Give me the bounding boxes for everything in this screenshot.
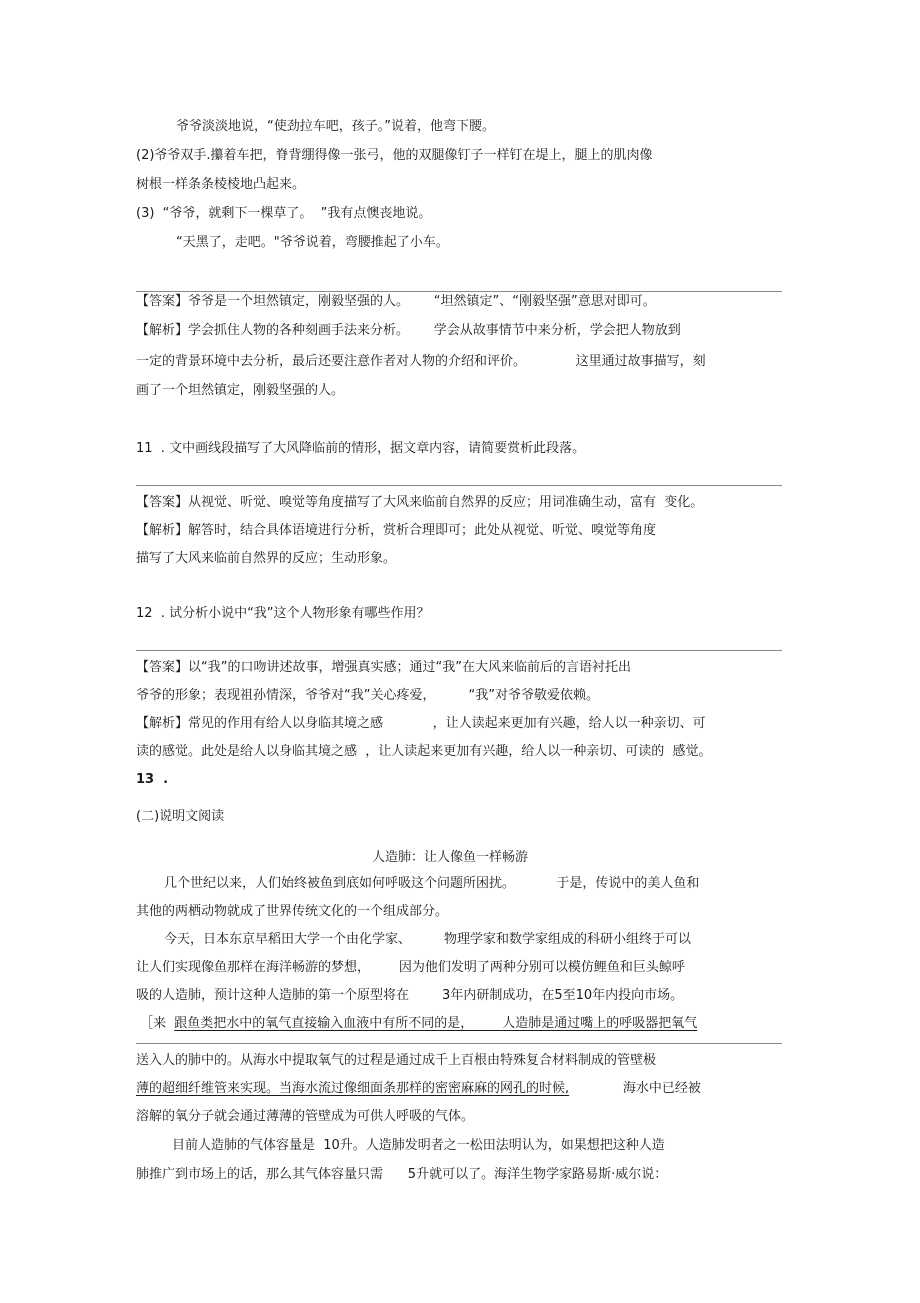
story-line-5: “天黑了，走吧。"爷爷说着，弯腰推起了小车。 — [176, 235, 449, 250]
article-para-3c — [136, 1080, 701, 1098]
q10-analysis-3: 画了一个坦然镇定，刚毅坚强的人。 — [136, 383, 345, 398]
q12-analysis-1: 【解析】常见的作用有给人以身临其境之感 ，让人读起来更加有兴趣，给人以一种亲切、可 — [136, 716, 706, 731]
article-para-1a: 几个世纪以来，人们始终被鱼到底如何呼吸这个问题所困扰。 于是，传说中的美人鱼和 — [164, 876, 700, 891]
article-para-3d: 溶解的氧分子就会通过薄薄的管壁成为可供人呼吸的气体。 — [136, 1109, 475, 1124]
story-line-3: 树根一样条条棱棱地凸起来。 — [136, 177, 306, 192]
answer-divider-q11 — [136, 485, 782, 486]
q12-answer-2: 爷爷的形象；表现祖孙情深，爷爷对“我”关心疼爱， “我”对爷爷敬爱依赖。 — [136, 688, 599, 703]
article-para-2c: 吸的人造肺，预计这种人造肺的第一个原型将在 3年内研制成功，在5至10年内投向市场。 — [136, 988, 684, 1003]
article-para-3b: 送入人的肺中的。从海水中提取氧气的过程是通过成千上百根由特殊复合材料制成的管壁极 — [136, 1053, 657, 1068]
answer-divider-q12 — [136, 650, 782, 651]
q10-analysis-2: 一定的背景环境中去分析，最后还要注意作者对人物的介绍和评价。 这里通过故事描写，刻 — [136, 354, 706, 369]
answer-divider-section — [136, 1043, 782, 1044]
q11-question: 11 . 文中画线段描写了大风降临前的情形，据文章内容，请简要赏析此段落。 — [136, 441, 586, 456]
story-line-1: 爷爷淡淡地说，“使劲拉车吧，孩子。”说着，他弯下腰。 — [176, 119, 495, 134]
q11-analysis-1: 【解析】解答时，结合具体语境进行分析，赏析合理即可；此处从视觉、听觉、嗅觉等角度 — [136, 523, 657, 538]
article-para-1b: 其他的两栖动物就成了世界传统文化的一个组成部分。 — [136, 904, 449, 919]
para-3c-rest: 海水中已经被 — [569, 1081, 701, 1096]
q10-analysis-1: 【解析】学会抓住人物的各种刻画手法来分析。 学会从故事情节中来分析，学会把人物放到 — [136, 323, 681, 338]
q12-analysis-2: 读的感觉。此处是给人以身临其境之感 ，让人读起来更加有兴趣，给人以一种亲切、可读的 感觉。 — [136, 744, 712, 759]
underlined-passage-start: 跟鱼类把水中的氧气直接输入血液中有所不同的是， 人造肺是通过嘴上的呼吸器把氧气 — [174, 1016, 698, 1031]
article-title: 人造肺：让人像鱼一样畅游 — [372, 850, 529, 865]
q12-answer-1: 【答案】以“我”的口吻讲述故事，增强真实感；通过“我”在大风来临前后的言语衬托出 — [136, 660, 631, 675]
answer-divider-q10 — [136, 291, 782, 292]
article-para-4b: 肺推广到市场上的话，那么其气体容量只需 5升就可以了。海洋生物学家路易斯·威尔说： — [136, 1167, 668, 1182]
article-para-2a: 今天，日本东京早稻田大学一个由化学家、 物理学家和数学家组成的科研小组终于可以 — [164, 932, 692, 947]
article-para-4a: 目前人造肺的气体容量是 10升。人造肺发明者之一松田法明认为，如果想把这种人造 — [172, 1138, 665, 1153]
q11-analysis-2: 描写了大风来临前自然界的反应；生动形象。 — [136, 551, 397, 566]
q12-question: 12 . 试分析小说中“我”这个人物形象有哪些作用？ — [136, 606, 430, 621]
article-para-3a — [140, 1015, 697, 1033]
q10-answer: 【答案】爷爷是一个坦然镇定，刚毅坚强的人。 “坦然镇定”、“刚毅坚强”意思对即可。 — [136, 294, 656, 309]
story-line-2: (2)爷爷双手.攥着车把，脊背绷得像一张弓，他的双腿像钉子一样钉在堤上，腿上的肌肉像 — [136, 148, 653, 163]
story-line-4: (3) “爷爷，就剩下一棵草了。 ”我有点懊丧地说。 — [136, 206, 432, 221]
q11-answer: 【答案】从视觉、听觉、嗅觉等角度描写了大风来临前自然界的反应；用词准确生动，富有 变化。 — [136, 495, 704, 510]
q13-label: 13 . — [136, 772, 169, 787]
para-3-prefix: ［来 — [140, 1016, 175, 1031]
article-para-2b: 让人们实现像鱼那样在海洋畅游的梦想， 因为他们发明了两种分别可以模仿鲤鱼和巨头鲸呼 — [136, 960, 685, 975]
underlined-passage-end: 薄的超细纤维管来实现。当海水流过像细面条那样的密密麻麻的网孔的时候, — [136, 1081, 570, 1096]
section-heading: (二)说明文阅读 — [136, 809, 225, 824]
